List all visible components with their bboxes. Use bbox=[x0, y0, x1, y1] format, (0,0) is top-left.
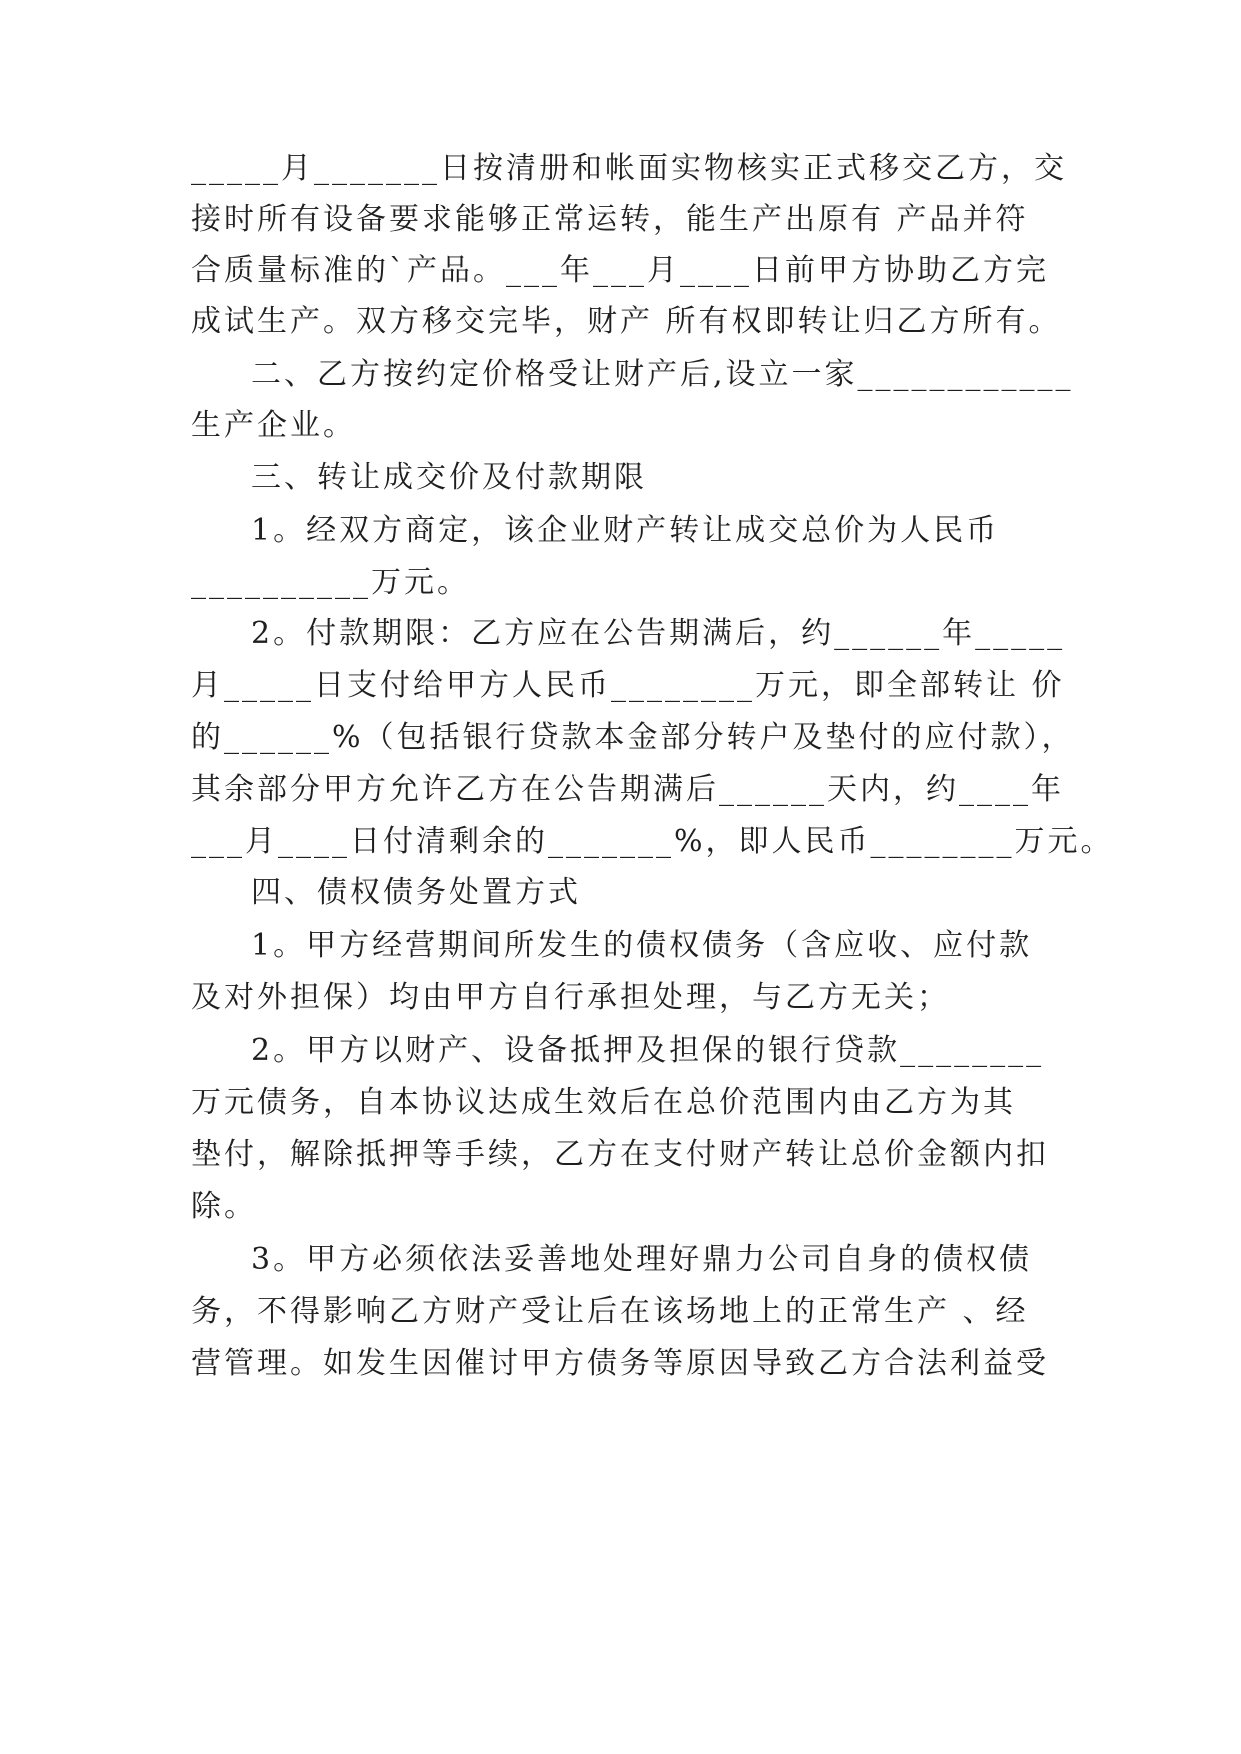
text-line: 合质量标准的`产品。___年___月____日前甲方协助乙方完 bbox=[191, 253, 1049, 288]
section-heading: 三、转让成交价及付款期限 bbox=[251, 460, 647, 495]
section-heading: 四、债权债务处置方式 bbox=[251, 875, 581, 910]
text-line: _____月_______日按清册和帐面实物核实正式移交乙方，交 bbox=[191, 151, 1067, 186]
text-line: ___月____日付清剩余的_______%，即人民币________万元。 bbox=[191, 824, 1114, 859]
text-line: 营管理。如发生因催讨甲方债务等原因导致乙方合法利益受 bbox=[191, 1346, 1049, 1381]
text-line: 垫付，解除抵押等手续，乙方在支付财产转让总价金额内扣 bbox=[191, 1137, 1049, 1172]
text-line: 2。甲方以财产、设备抵押及担保的银行贷款________ bbox=[251, 1033, 1045, 1068]
text-line: 及对外担保）均由甲方自行承担处理，与乙方无关； bbox=[191, 980, 950, 1015]
text-line: 3。甲方必须依法妥善地处理好鼎力公司自身的债权债 bbox=[251, 1242, 1033, 1277]
text-line: 1。甲方经营期间所发生的债权债务（含应收、应付款 bbox=[251, 928, 1033, 963]
text-line: 月_____日支付给甲方人民币________万元，即全部转让 价 bbox=[191, 668, 1065, 703]
text-line: 务，不得影响乙方财产受让后在该场地上的正常生产 、经 bbox=[191, 1294, 1029, 1329]
text-line: 2。付款期限：乙方应在公告期满后，约______年_____ bbox=[251, 616, 1066, 651]
text-line: 除。 bbox=[191, 1189, 257, 1224]
text-line: 万元债务，自本协议达成生效后在总价范围内由乙方为其 bbox=[191, 1085, 1016, 1120]
text-line: __________万元。 bbox=[191, 565, 470, 600]
text-line: 1。经双方商定，该企业财产转让成交总价为人民币 bbox=[251, 513, 1000, 548]
text-line: 接时所有设备要求能够正常运转，能生产出原有 产品并符 bbox=[191, 202, 1029, 237]
text-line: 其余部分甲方允许乙方在公告期满后______天内，约____年 bbox=[191, 772, 1064, 807]
text-line: 的______%（包括银行贷款本金部分转户及垫付的应付款）， bbox=[191, 720, 1075, 755]
text-line: 二、乙方按约定价格受让财产后,设立一家____________ bbox=[251, 357, 1074, 392]
text-line: 生产企业。 bbox=[191, 408, 356, 443]
text-line: 成试生产。双方移交完毕，财产 所有权即转让归乙方所有。 bbox=[191, 304, 1062, 339]
